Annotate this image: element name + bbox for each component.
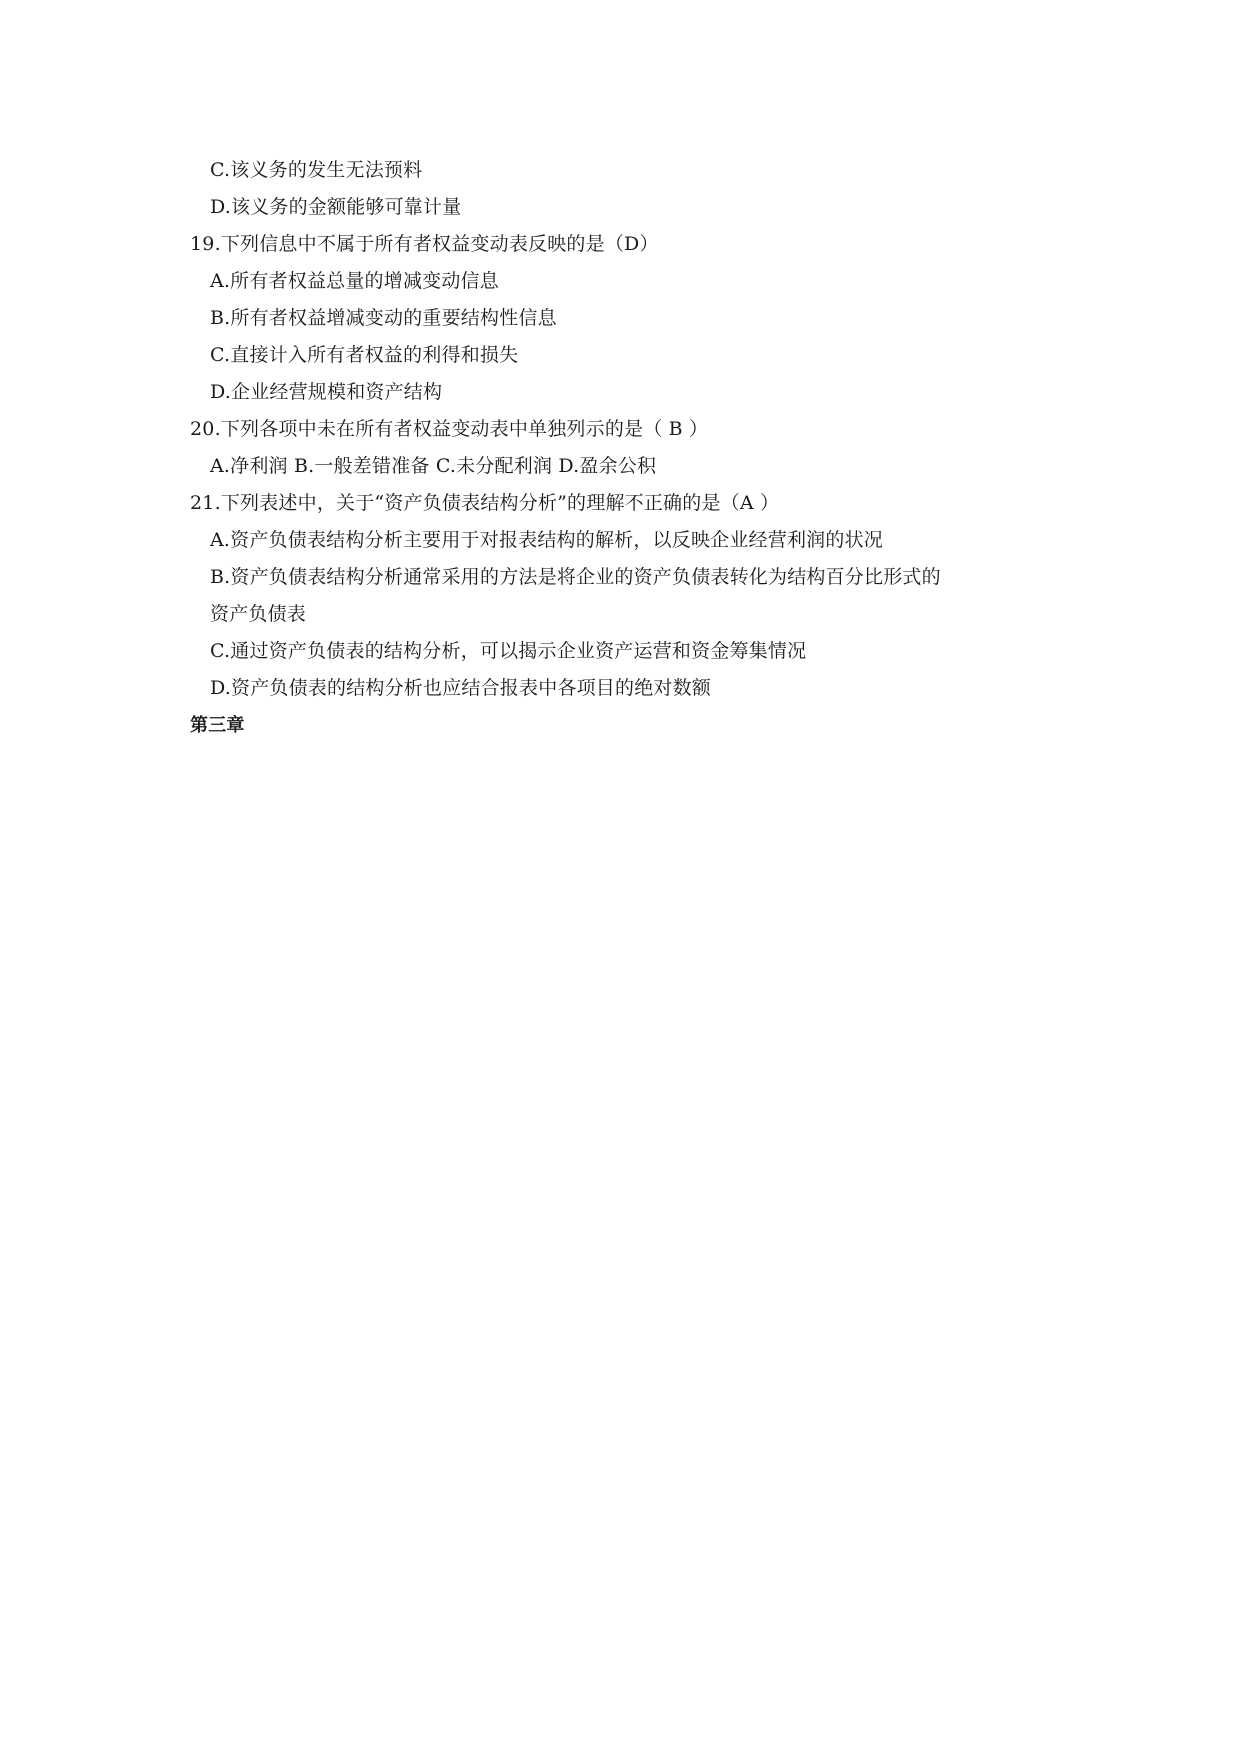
option-line: C.该义务的发生无法预料: [210, 159, 423, 181]
question-line: 20.下列各项中未在所有者权益变动表中单独列示的是（ B ）: [190, 418, 709, 440]
option-line: D.该义务的金额能够可靠计量: [210, 196, 462, 218]
option-line: C.通过资产负债表的结构分析，可以揭示企业资产运营和资金筹集情况: [210, 640, 807, 662]
option-line: A.净利润 B.一般差错准备 C.未分配利润 D.盈余公积: [210, 455, 657, 477]
chapter-heading: 第三章: [190, 715, 245, 736]
option-line: D.资产负债表的结构分析也应结合报表中各项目的绝对数额: [210, 677, 711, 699]
option-line: B.资产负债表结构分析通常采用的方法是将企业的资产负债表转化为结构百分比形式的: [210, 566, 941, 588]
option-line: C.直接计入所有者权益的利得和损失: [210, 344, 519, 366]
page-content: [190, 152, 1070, 744]
option-line: A.所有者权益总量的增减变动信息: [210, 270, 499, 292]
option-continuation-line: 资产负债表: [210, 603, 307, 625]
option-line: D.企业经营规模和资产结构: [210, 381, 443, 403]
question-line: 21.下列表述中，关于“资产负债表结构分析”的理解不正确的是（A ）: [190, 492, 780, 514]
option-line: A.资产负债表结构分析主要用于对报表结构的解析，以反映企业经营利润的状况: [210, 529, 883, 551]
question-line: 19.下列信息中不属于所有者权益变动表反映的是（D）: [190, 233, 659, 255]
option-line: B.所有者权益增减变动的重要结构性信息: [210, 307, 557, 329]
